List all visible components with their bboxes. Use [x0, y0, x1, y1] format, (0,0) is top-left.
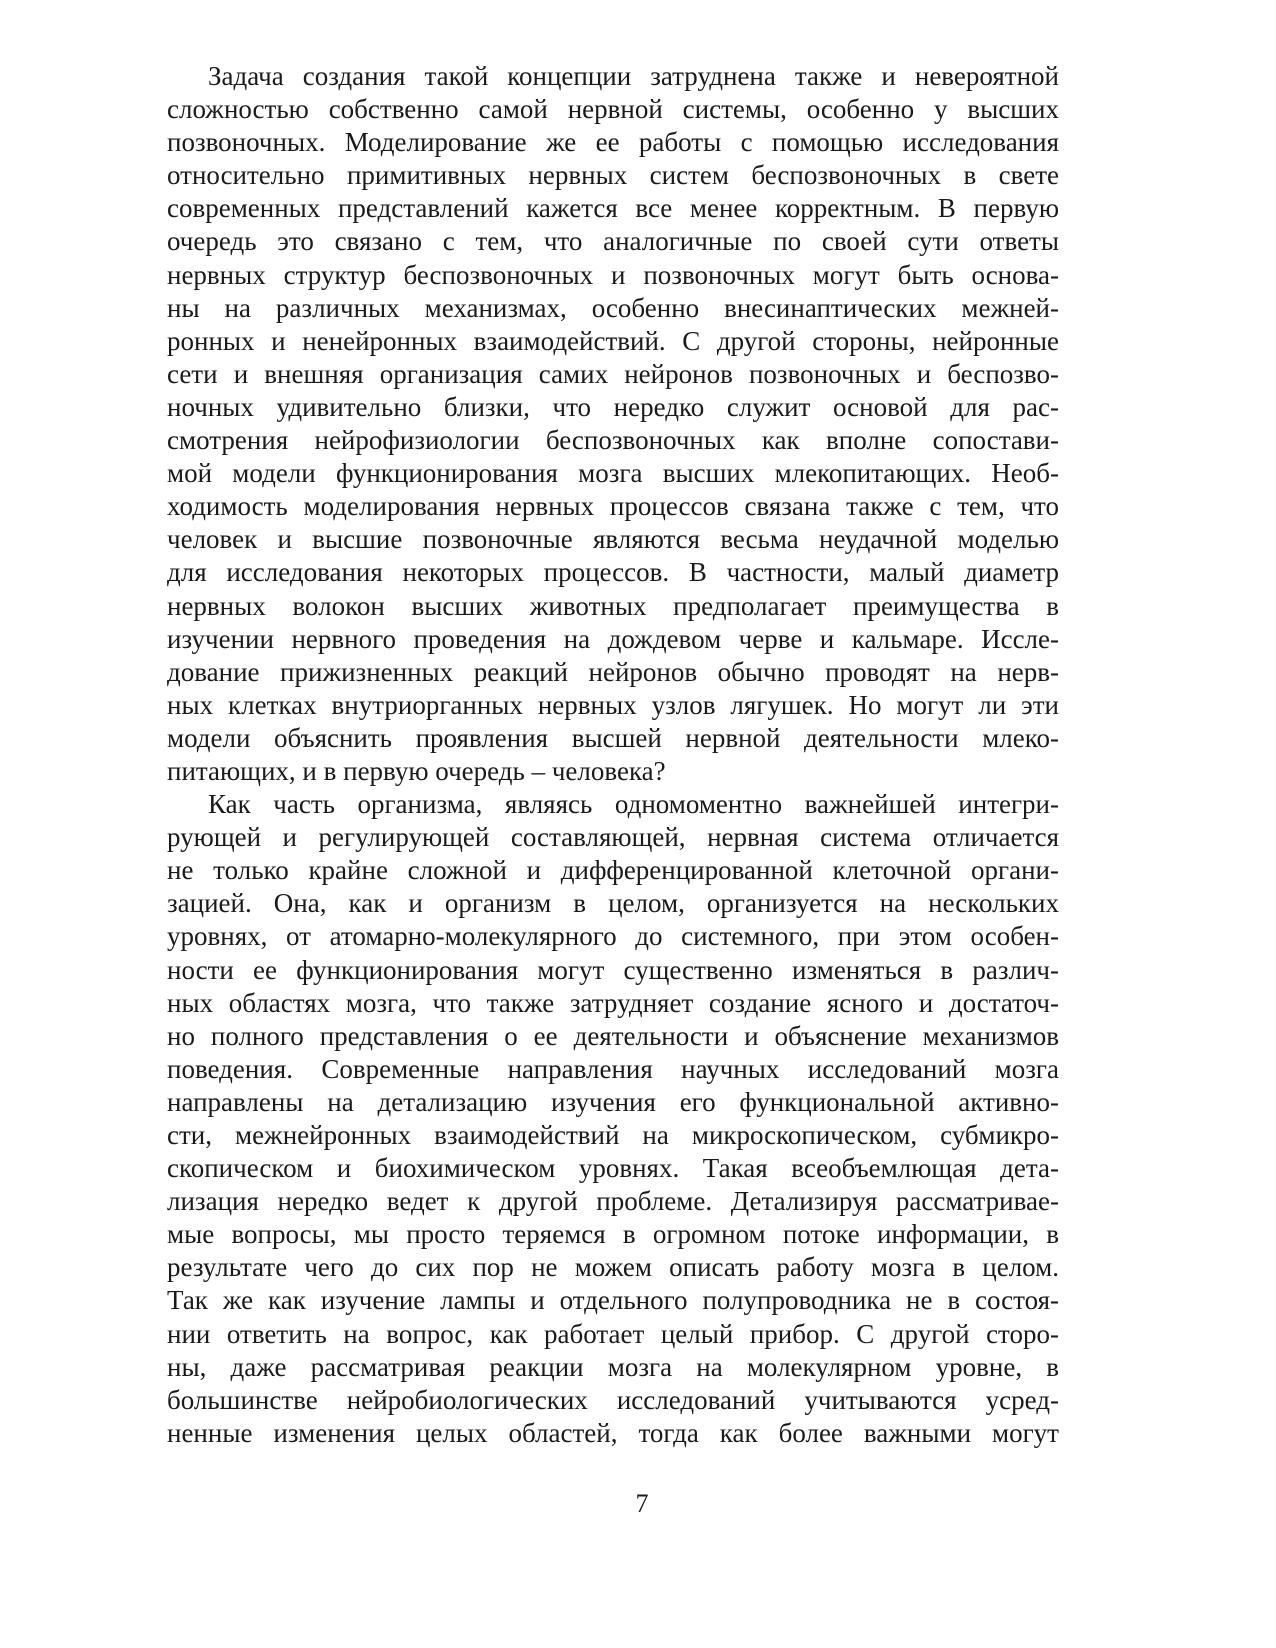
text-line: модели объяснить проявления высшей нервной деятельности млеко- [167, 722, 1059, 753]
text-line: ности ее функционирования могут существенно изменяться в различ- [167, 954, 1059, 985]
text-line: очередь это связано с тем, что аналогичные по своей сути ответы [167, 226, 1059, 257]
text-line: человек и высшие позвоночные являются весьма неудачной моделью [167, 524, 1059, 555]
body-text [167, 60, 1059, 1450]
text-line: уровнях, от атомарно-молекулярного до системного, при этом особен- [167, 921, 1059, 952]
text-line: Задача создания такой концепции затруднена также и невероятной [208, 61, 1059, 91]
text-line: дование прижизненных реакций нейронов обычно проводят на нерв- [167, 656, 1059, 687]
text-line: зацией. Она, как и организм в целом, организуется на нескольких [167, 888, 1059, 919]
text-line: ронных и ненейронных взаимодействий. С другой стороны, нейронные [167, 325, 1059, 356]
text-line: сложностью собственно самой нервной системы, особенно у высших [167, 94, 1059, 125]
text-line: современных представлений кажется все менее корректным. В первую [167, 193, 1059, 224]
text-line: нии ответить на вопрос, как работает целый прибор. С другой сторо- [167, 1318, 1059, 1349]
text-line: изучении нервного проведения на дождевом черве и кальмаре. Иссле- [167, 623, 1059, 654]
text-line: нервных волокон высших животных предполагает преимущества в [167, 590, 1059, 621]
text-line: мой модели функционирования мозга высших млекопитающих. Необ- [167, 458, 1059, 489]
text-line: лизация нередко ведет к другой проблеме. Детализируя рассматривае- [167, 1186, 1059, 1217]
text-line: ных областях мозга, что также затрудняет создание ясного и достаточ- [167, 987, 1059, 1018]
text-line: нервных структур беспозвоночных и позвоночных могут быть основа- [167, 259, 1059, 290]
text-line: ненные изменения целых областей, тогда как более важными могут [167, 1417, 1059, 1448]
text-line: смотрения нейрофизиологии беспозвоночных как вполне сопостави- [167, 425, 1059, 456]
text-line: результате чего до сих пор не можем описать работу мозга в целом. [167, 1252, 1059, 1283]
page-number: 7 [635, 1489, 649, 1518]
text-line: большинстве нейробиологических исследований учитываются усред- [167, 1384, 1059, 1415]
text-line: ных клетках внутриорганных нервных узлов лягушек. Но могут ли эти [167, 689, 1059, 720]
text-line: скопическом и биохимическом уровнях. Такая всеобъемлющая дета- [167, 1153, 1059, 1184]
text-line: позвоночных. Моделирование же ее работы с помощью исследования [167, 127, 1059, 158]
text-line: не только крайне сложной и дифференцированной клеточной органи- [167, 855, 1059, 886]
text-line: ны, даже рассматривая реакции мозга на молекулярном уровне, в [167, 1351, 1059, 1382]
text-line: рующей и регулирующей составляющей, нервная система отличается [167, 822, 1059, 853]
text-line: ходимость моделирования нервных процессов связана также с тем, что [167, 491, 1059, 522]
text-line: ночных удивительно близки, что нередко служит основой для рас- [167, 391, 1059, 422]
text-line: поведения. Современные направления научных исследований мозга [167, 1053, 1059, 1084]
text-line: сети и внешняя организация самих нейронов позвоночных и беспозво- [167, 358, 1059, 389]
text-line: ны на различных механизмах, особенно внесинаптических межней- [167, 292, 1059, 323]
text-line: направлены на детализацию изучения его функциональной активно- [167, 1086, 1059, 1117]
text-line: для исследования некоторых процессов. В частности, малый диаметр [167, 557, 1059, 588]
text-line: питающих, и в первую очередь – человека? [167, 755, 666, 786]
text-line: мые вопросы, мы просто теряемся в огромном потоке информации, в [167, 1219, 1059, 1250]
text-line: Как часть организма, являясь одномоментно важнейшей интегри- [208, 789, 1059, 820]
text-line: но полного представления о ее деятельности и объяснение механизмов [167, 1020, 1059, 1051]
text-line: сти, межнейронных взаимодействий на микроскопическом, субмикро- [167, 1120, 1059, 1150]
text-line: относительно примитивных нервных систем беспозвоночных в свете [167, 160, 1059, 191]
text-line: Так же как изучение лампы и отдельного полупроводника не в состоя- [167, 1285, 1059, 1316]
